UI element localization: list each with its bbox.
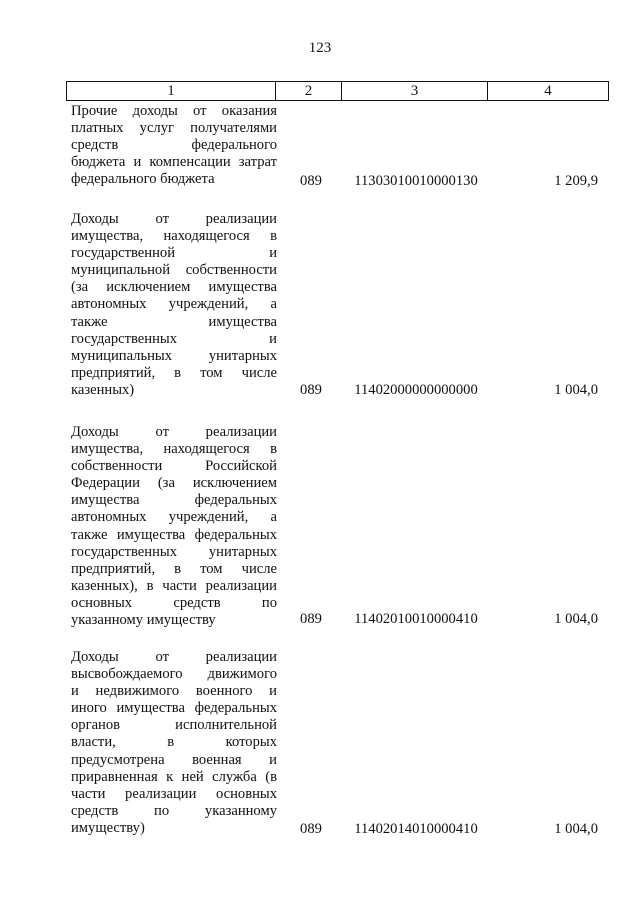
description-line: Доходы от реализации xyxy=(71,649,277,665)
description-line: Доходы от реализации xyxy=(71,211,277,227)
description-line: Доходы от реализации xyxy=(71,424,277,440)
description-line: предприятий, в том числе xyxy=(71,560,277,577)
description-line: (за исключением имущества xyxy=(71,279,277,296)
table-row xyxy=(66,424,608,629)
row-amount: 1 004,0 xyxy=(554,611,598,627)
description-line: иного имущества федеральных xyxy=(71,700,277,717)
table-header xyxy=(66,81,609,101)
row-description xyxy=(71,103,277,188)
description-line: имущества федеральных xyxy=(71,492,277,509)
header-col-3: 3 xyxy=(342,82,488,101)
description-line: средств федерального xyxy=(71,137,277,154)
description-line: автономных учреждений, а xyxy=(71,296,277,313)
description-line: также имущества федеральных xyxy=(71,526,277,543)
header-col-4: 4 xyxy=(488,82,609,101)
row-admin-code: 089 xyxy=(300,611,322,627)
header-col-2: 2 xyxy=(276,82,342,101)
description-line: средств по указанному xyxy=(71,802,277,819)
row-amount: 1 209,9 xyxy=(554,173,598,189)
description-line: муниципальных унитарных xyxy=(71,347,277,364)
row-budget-code: 11402014010000410 xyxy=(354,821,478,837)
row-budget-code: 11303010010000130 xyxy=(354,173,478,189)
description-line: приравненная к ней служба (в xyxy=(71,768,277,785)
row-admin-code: 089 xyxy=(300,821,322,837)
description-line: высвобождаемого движимого xyxy=(71,666,277,683)
description-line: также имущества xyxy=(71,313,277,330)
row-description xyxy=(71,649,277,837)
row-amount: 1 004,0 xyxy=(554,821,598,837)
description-line: предусмотрена военная и xyxy=(71,751,277,768)
description-line: платных услуг получателями xyxy=(71,120,277,137)
description-line: и недвижимого военного и xyxy=(71,683,277,700)
row-description xyxy=(71,211,277,399)
description-line: муниципальной собственности xyxy=(71,262,277,279)
row-budget-code: 11402010010000410 xyxy=(354,611,478,627)
row-description xyxy=(71,424,277,629)
page-number: 123 xyxy=(308,40,332,56)
description-line: основных средств по xyxy=(71,594,277,611)
table-row xyxy=(66,103,608,193)
description-line: автономных учреждений, а xyxy=(71,509,277,526)
header-row xyxy=(67,82,609,101)
description-line: органов исполнительной xyxy=(71,717,277,734)
description-line: государственных унитарных xyxy=(71,543,277,560)
description-line: казенных) xyxy=(71,381,135,398)
row-admin-code: 089 xyxy=(300,382,322,398)
row-admin-code: 089 xyxy=(300,173,322,189)
description-line: Прочие доходы от оказания xyxy=(71,103,277,119)
description-line: собственности Российской xyxy=(71,458,277,475)
description-line: части реализации основных xyxy=(71,785,277,802)
header-col-1: 1 xyxy=(67,82,276,101)
description-line: власти, в которых xyxy=(71,734,277,751)
description-line: указанному имуществу xyxy=(71,612,216,629)
description-line: государственной и xyxy=(71,245,277,262)
description-line: предприятий, в том числе xyxy=(71,364,277,381)
description-line: бюджета и компенсации затрат xyxy=(71,154,277,171)
description-line: имуществу) xyxy=(71,819,145,836)
description-line: имущества, находящегося в xyxy=(71,441,277,458)
table-row xyxy=(66,649,608,844)
row-amount: 1 004,0 xyxy=(554,382,598,398)
description-line: федерального бюджета xyxy=(71,171,215,188)
description-line: Федерации (за исключением xyxy=(71,475,277,492)
description-line: казенных), в части реализации xyxy=(71,577,277,594)
description-line: имущества, находящегося в xyxy=(71,228,277,245)
table-row xyxy=(66,211,608,401)
row-budget-code: 11402000000000000 xyxy=(354,382,478,398)
description-line: государственных и xyxy=(71,330,277,347)
